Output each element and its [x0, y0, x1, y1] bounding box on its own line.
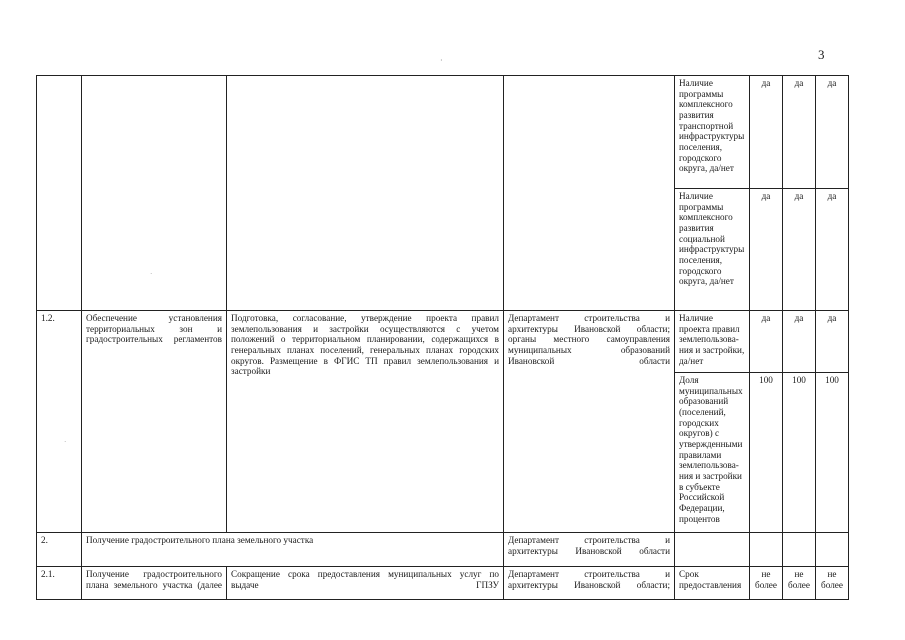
num-cell: [37, 76, 82, 311]
value-cell: да: [750, 76, 783, 189]
action-cell: [227, 76, 504, 311]
num-cell: 2.: [37, 533, 82, 567]
action-cell: Подготовка, согласование, утверждение проекта правил землепользования и застройки осуществляются с учетом положений о территориальном планировании, содержащихся в генеральных планах поселений, генеральных планах городских округов. Размещение в ФГИС ТП правил землепользования и застройки: [227, 311, 504, 533]
table-row: [37, 76, 849, 189]
value-cell: да: [816, 189, 849, 311]
indicator-cell: [675, 533, 750, 567]
value-cell: не более: [816, 567, 849, 600]
num-cell: 1.2.: [37, 311, 82, 533]
title-cell: [82, 76, 227, 311]
value-cell: да: [816, 311, 849, 373]
value-cell: не более: [783, 567, 816, 600]
value-cell: 100: [783, 373, 816, 533]
value-cell: да: [783, 311, 816, 373]
indicator-cell: Наличие программы комплексного развития социальной инфраструктуры поселения, городского округа, да/нет: [675, 189, 750, 311]
table-row: [37, 533, 849, 567]
title-cell: Получение градостроительного плана земельного участка (далее: [82, 567, 227, 600]
program-table: [36, 75, 849, 600]
value-cell: да: [783, 76, 816, 189]
value-cell: 100: [816, 373, 849, 533]
action-cell: Сокращение срока предоставления муниципальных услуг по выдаче ГПЗУ: [227, 567, 504, 600]
value-cell: не более: [750, 567, 783, 600]
value-cell: да: [783, 189, 816, 311]
responsible-cell: Департамент строительства и архитектуры Ивановской области; органы местного самоуправления муниципальных образований Ивановской области: [504, 311, 675, 533]
value-cell: [783, 533, 816, 567]
responsible-cell: Департамент строительства и архитектуры Ивановской области: [504, 533, 675, 567]
value-cell: да: [816, 76, 849, 189]
responsible-cell: Департамент строительства и архитектуры Ивановской области;: [504, 567, 675, 600]
scan-speck: ·: [64, 438, 67, 446]
indicator-cell: Наличие программы комплексного развития транспортной инфраструктуры поселения, городского округа, да/нет: [675, 76, 750, 189]
value-cell: [816, 533, 849, 567]
responsible-cell: [504, 76, 675, 311]
table-row: [37, 567, 849, 600]
indicator-cell: Доля муниципальных образований (поселений, городских округов) с утвержденными правилами землепользова-ния и застройки в субъекте Российской Федерации, процентов: [675, 373, 750, 533]
scan-speck: ·: [150, 270, 153, 278]
title-cell: Получение градостроительного плана земельного участка: [82, 533, 504, 567]
value-cell: 100: [750, 373, 783, 533]
scan-speck: ·: [440, 56, 443, 65]
indicator-cell: Наличие проекта правил землепользова-ния и застройки, да/нет: [675, 311, 750, 373]
value-cell: да: [750, 311, 783, 373]
page-bottom-margin: [0, 600, 905, 640]
value-cell: да: [750, 189, 783, 311]
title-cell: Обеспечение установления территориальных зон и градостроительных регламентов: [82, 311, 227, 533]
table-row: [37, 311, 849, 373]
num-cell: 2.1.: [37, 567, 82, 600]
value-cell: [750, 533, 783, 567]
page-number: 3: [818, 47, 825, 62]
indicator-cell: Срок предоставления: [675, 567, 750, 600]
